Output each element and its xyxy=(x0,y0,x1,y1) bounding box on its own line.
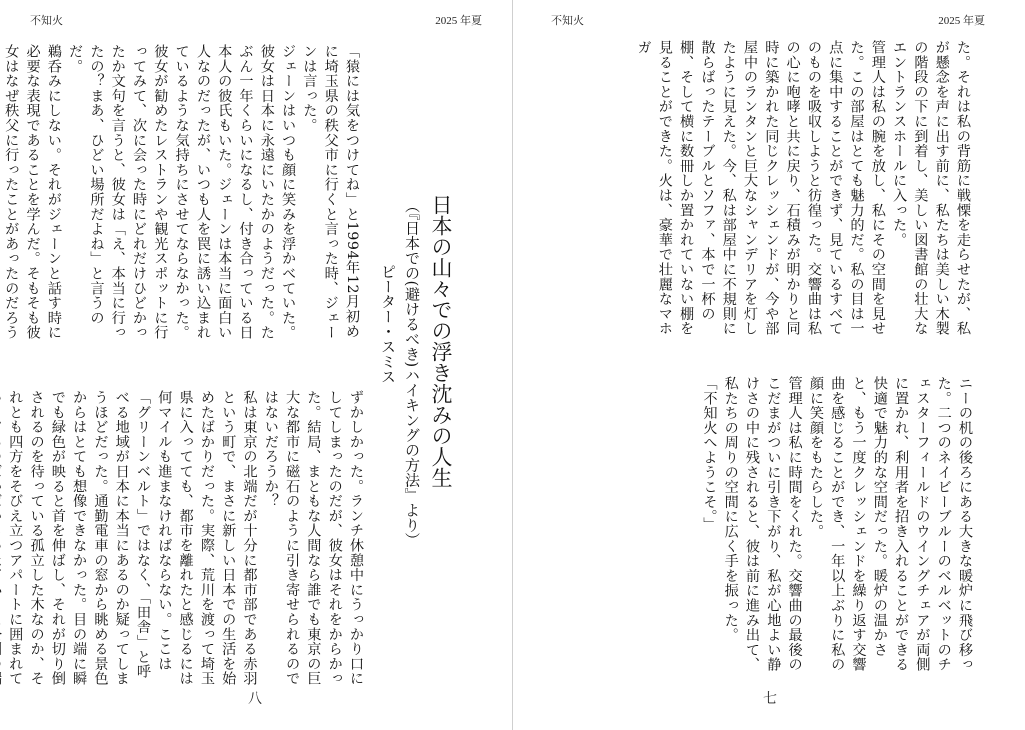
story-title: 日本の山々での浮き沈みの人生 xyxy=(429,194,453,488)
story-source: （『日本での(避けるべき)ハイキングの方法』より） xyxy=(403,198,421,548)
page-number: 八 xyxy=(248,692,262,707)
story-author: ピーター・スミス xyxy=(379,264,397,384)
body-text-upper xyxy=(3,44,362,344)
page-seven xyxy=(513,0,1025,730)
body-text-upper xyxy=(635,40,973,340)
running-head-title: 不知火 xyxy=(30,15,63,27)
body-text-upper-content: 「猿には気をつけてね」と1994年12月初めに埼玉県の秩父市に行くと言った時、ジェーンは言った。 ジェーンはいつも顔に笑みを浮かべていた。彼女は日本に永遠にいたかのようだった。たぶん一年くらいになるし、付き合っている日本人の彼氏もいた。ジェーンは本当に面白い人なのだったが、いつも人を罠に誘い込まれているような気持ちにさせてならなかった。彼女が勧めたレストランや観光スポットに行ってみて、次に会った時にどれだけひどかったか文句を言うと、彼女は「え、本当に行ったの？まあ、ひどい場所だよね」と言うのだ。 鵜呑みにしない。それがジェーンと話す時に必要な表現であることを学んだ。そもそも彼女はなぜ秩父に行ったことがあったのだろう xyxy=(3,44,360,340)
body-text-lower xyxy=(695,376,975,676)
body-text-upper-content: た。それは私の背筋に戦慄を走らせたが、私が懸念を声に出す前に、私たちは美しい木製の階段の下に到着し、美しい図書館の壮大なエントランスホールに入った。 管理人は私の腕を放し、私にその空間を見せた。この部屋はとても魅力的だ。私の目は一点に集中することができず、見ているすべてのものを吸収しようと彷徨った。交響曲は私の心に咆哮と共に戻り、石積みが明かりと同時に築かれた同じクレッシェンドが、今や部屋中のランタンと巨大なシャンデリアを灯したように見えた。今、私は部屋中に不規則に散らばったテーブルとソファ、本で一杯の棚、そして横に数冊しか置かれていない棚を見ることができた。火は、豪華で壮麗なマホガ xyxy=(635,40,971,336)
page-eight xyxy=(0,0,512,730)
body-text-lower xyxy=(7,390,366,690)
body-text-lower-content: ニーの机の後ろにある大きな暖炉に飛び移った。二つのネイビーブルーのベルベットのチェスターフィールドのウイングチェアが両側に置かれ、利用者を招き入れることができる快適で魅力的な空間だった。暖炉の温かさと、もう一度クレッシェンドを繰り返す交響曲を感じることができ、一年以上ぶりに私の顔に笑顔をもたらした。 管理人は私に時間をくれた。交響曲の最後のこだまがついに引き下がり、私が心地よい静けさの中に残されると、彼は前に進み出て、私たちの周りの空間に広く手を振った。 「不知火へようこそ。」 xyxy=(701,376,973,672)
page-number: 七 xyxy=(763,692,777,707)
body-text-lower-content: ずかしかった。ランチ休憩中にうっかり口にしてしまったのだが、彼女はそれをからかった。結局、まともな人間なら誰でも東京の巨大な都市に磁石のように引き寄せられるのではないだろうか？ 私は東京の北端だが十分に都市部である赤羽という町で、まさに新しい日本での生活を始めたばかりだった。実際、荒川を渡って埼玉県に入ってても、都市を離れたと感じるには何マイルも進まなければならない。ここは「グリーンベルト」ではなく、「田舎」と呼べる地域が日本に本当にあるのか疑ってしまうほどだった。通勤電車の窓から眺める景色からはとても想像できなかった。目の端に瞬でも緑色が映ると首を伸ばし、それが切り倒されるのを待っている孤立した木なのか、それとも四方をそびえ立つアパートに囲まれて xyxy=(7,390,364,686)
running-head-edition: 2025 年夏 xyxy=(938,15,985,27)
running-head-title: 不知火 xyxy=(551,15,584,27)
running-head-edition: 2025 年夏 xyxy=(435,15,482,27)
